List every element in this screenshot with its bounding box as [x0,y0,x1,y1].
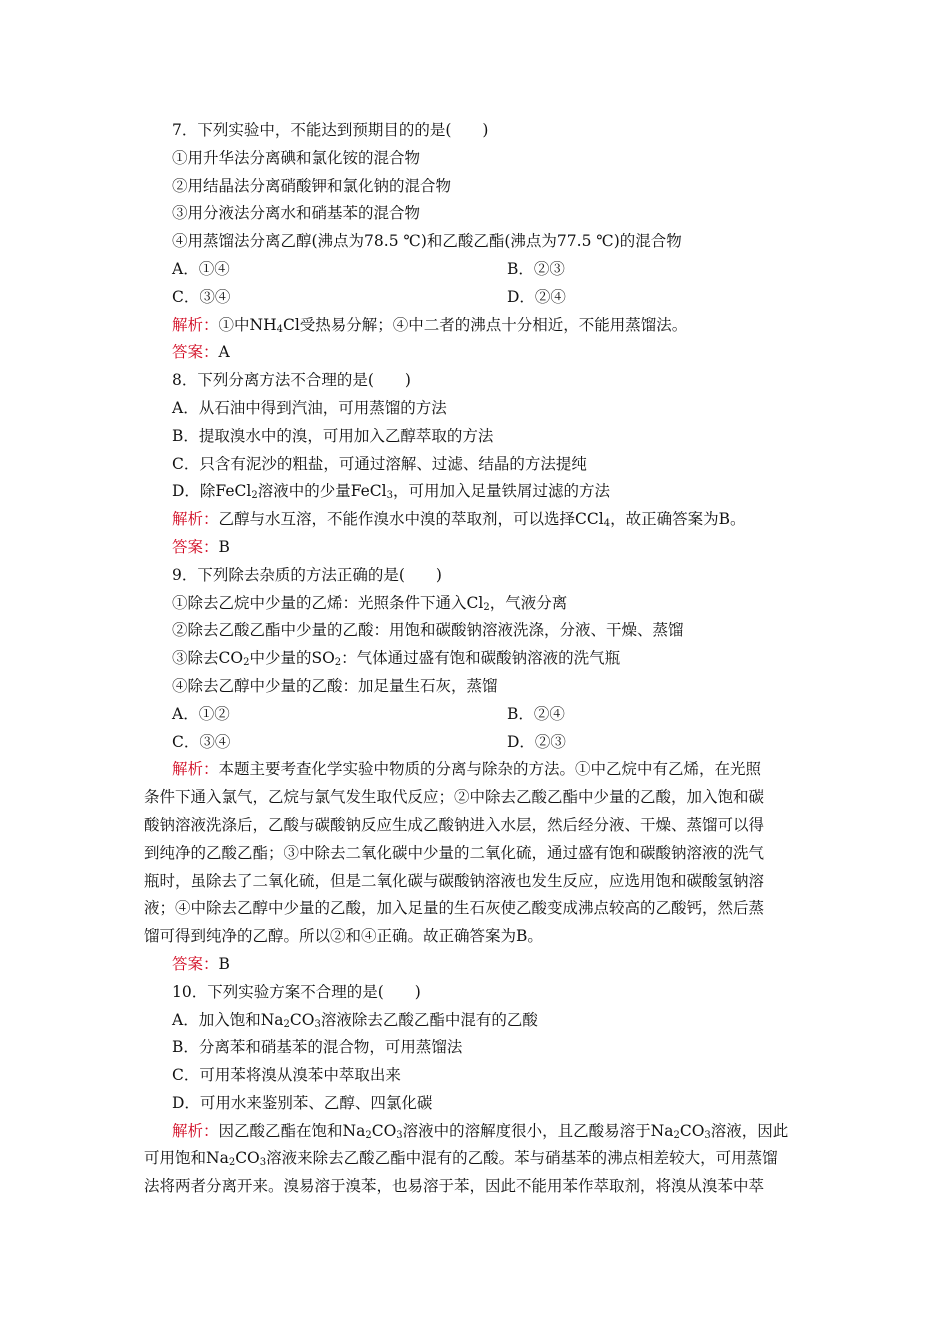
q9-analysis-line-4: 到纯净的乙酸乙酯；③中除去二氧化碳中少量的二氧化硫，通过盛有饱和碳酸钠溶液的洗气 [144,843,765,862]
q7-stem: 7．下列实验中，不能达到预期目的的是( ) [172,121,489,139]
q9-analysis-line-7: 馏可得到纯净的乙醇。所以②和④正确。故正确答案为B。 [144,927,543,946]
q7-answer-label: 答案： [172,343,219,362]
q8-item-b: B．提取溴水中的溴，可用加入乙醇萃取的方法 [172,426,494,445]
q9-analysis-label: 解析： [172,760,219,779]
q7-answer-value: A [218,343,230,362]
q7-option-d: D．②④ [507,287,566,306]
q7-item-4: ④用蒸馏法分离乙醇(沸点为78.5 ℃)和乙酸乙酯(沸点为77.5 ℃)的混合物 [172,232,682,251]
q8-answer [172,534,822,562]
q7-analysis [172,312,822,340]
q8-answer-value: B [218,537,230,556]
q10-item-c: C．可用苯将溴从溴苯中萃取出来 [172,1066,401,1085]
q9-item-3-text-1: ③除去CO [172,649,244,668]
q7-item-2: ②用结晶法分离硝酸钾和氯化钠的混合物 [172,176,452,195]
q10-item-a-text-2: CO [289,1010,315,1029]
q10-item-a [172,1007,822,1035]
q9-analysis-line-3: 酸钠溶液洗涤后，乙酸与碳酸钠反应生成乙酸钠进入水层，然后经分液、干燥、蒸馏可以得 [144,815,765,834]
q10-analysis-l1-e: 溶液，因此 [710,1121,789,1140]
q10-analysis-label: 解析： [172,1121,219,1140]
document-body [144,117,822,1201]
q7-options-row-1 [172,256,822,284]
q9-analysis-line-2: 条件下通入氯气，乙烷与氯气发生取代反应；②中除去乙酸乙酯中少量的乙酸，加入饱和碳 [144,788,765,807]
q8-item-a: A．从石油中得到汽油，可用蒸馏的方法 [172,398,447,417]
q9-item-1 [172,590,822,618]
q10-analysis-l2-b: CO [235,1149,260,1168]
q8-stem: 8．下列分离方法不合理的是( ) [172,371,411,390]
q7-option-c: C．③④ [172,287,231,306]
q8-analysis [172,506,822,534]
q10-item-a-text-3: 溶液除去乙酸乙酯中混有的乙酸 [320,1010,538,1029]
q7-analysis-text-1: ①中NH [218,315,277,334]
q9-item-3-text-2: 中少量的SO [249,649,335,668]
q8-analysis-sub: 4 [603,518,611,530]
q10-analysis [144,1118,822,1201]
q9-item-3-text-3: ：气体通过盛有饱和碳酸钠溶液的洗气瓶 [341,649,621,668]
q8-analysis-label: 解析： [172,510,219,529]
q9-option-b: B．②④ [507,704,565,723]
q9-option-d: D．②③ [507,732,566,751]
q8-item-d-text-1: D．除FeCl [172,482,252,501]
q9-option-a: A．①② [172,704,230,723]
q9-analysis-text-1: 本题主要考查化学实验中物质的分离与除杂的方法。①中乙烷中有乙烯，在光照 [218,760,762,779]
q10-analysis-line-1 [144,1118,822,1146]
q10-analysis-l1-c: 溶液中的溶解度很小，且乙酸易溶于Na [402,1121,674,1140]
q10-item-a-sub-2: 3 [314,1018,321,1030]
q8-answer-label: 答案： [172,537,219,556]
q10-analysis-l2-c: 溶液来除去乙酸乙酯中混有的乙酸。苯与硝基苯的沸点相差较大，可用蒸馏 [266,1149,778,1168]
q9-analysis-line-6: 液；④中除去乙醇中少量的乙酸，加入足量的生石灰使乙酸变成沸点较高的乙酸钙，然后蒸 [144,899,765,918]
q7-options-row-2 [172,284,822,312]
q7-option-b: B．②③ [507,259,565,278]
q9-option-c: C．③④ [172,732,231,751]
q9-answer [172,951,822,979]
q10-analysis-l1-a: 因乙酸乙酯在饱和Na [218,1121,366,1140]
q8-item-d-text-2: 溶液中的少量FeCl [257,482,387,501]
q9-answer-value: B [218,954,230,973]
q8-item-d-sub-1: 2 [251,490,258,502]
q10-analysis-l1-sub-4: 3 [704,1129,711,1141]
q10-item-a-sub-1: 2 [283,1018,290,1030]
q9-item-3 [172,645,822,673]
q10-analysis-l1-b: CO [371,1121,397,1140]
q9-options-row-1 [172,701,822,729]
q8-item-c: C．只含有泥沙的粗盐，可通过溶解、过滤、结晶的方法提纯 [172,454,587,473]
q9-item-2: ②除去乙酸乙酯中少量的乙酸：用饱和碳酸钠溶液洗涤，分液、干燥、蒸馏 [172,621,684,640]
q7-answer [172,339,822,367]
q8-item-d-text-3: ，可用加入足量铁屑过滤的方法 [392,482,610,501]
q7-item-3: ③用分液法分离水和硝基苯的混合物 [172,204,421,223]
q10-analysis-l1-d: CO [679,1121,705,1140]
q9-analysis [144,756,822,951]
q9-item-3-sub-2: 2 [334,657,342,669]
q10-analysis-l1-sub-1: 2 [365,1129,372,1141]
q9-stem: 9．下列除去杂质的方法正确的是( ) [172,565,442,584]
q9-analysis-line-1 [144,756,822,784]
q10-analysis-l1-sub-3: 2 [673,1129,680,1141]
q8-item-d-sub-2: 3 [386,490,393,502]
q7-item-1: ①用升华法分离碘和氯化铵的混合物 [172,148,421,167]
q9-item-1-text-2: ，气液分离 [489,593,568,612]
q8-item-d [172,478,822,506]
q9-options-row-2 [172,729,822,757]
q10-item-a-text-1: A．加入饱和Na [172,1010,284,1029]
q7-analysis-sub: 4 [276,323,283,335]
q10-stem: 10．下列实验方案不合理的是( ) [172,982,421,1001]
q8-analysis-text-2: ，故正确答案为B。 [610,510,746,529]
q10-analysis-l2-a: 可用饱和Na [144,1149,229,1168]
q9-item-1-sub: 2 [483,601,490,613]
q7-analysis-text-2: Cl受热易分解；④中二者的沸点十分相近，不能用蒸馏法。 [282,315,688,334]
q9-answer-label: 答案： [172,954,219,973]
q10-analysis-l1-sub-2: 3 [396,1129,403,1141]
q10-item-d: D．可用水来鉴别苯、乙醇、四氯化碳 [172,1093,433,1112]
q9-item-3-sub-1: 2 [243,657,250,669]
q10-item-b: B．分离苯和硝基苯的混合物，可用蒸馏法 [172,1038,463,1057]
q10-analysis-line-2 [144,1145,822,1173]
q10-analysis-line-3: 法将两者分离开来。溴易溶于溴苯，也易溶于苯，因此不能用苯作萃取剂，将溴从溴苯中萃 [144,1177,765,1196]
q7-analysis-label: 解析： [172,315,219,334]
q9-item-4: ④除去乙醇中少量的乙酸：加足量生石灰，蒸馏 [172,676,498,695]
q7-option-a: A．①④ [172,259,230,278]
q10-analysis-l2-sub-2: 3 [259,1157,267,1169]
q9-analysis-line-5: 瓶时，虽除去了二氧化硫，但是二氧化碳与碳酸钠溶液也发生反应，应选用饱和碳酸氢钠溶 [144,871,765,890]
q10-analysis-l2-sub-1: 2 [228,1157,236,1169]
q9-item-1-text-1: ①除去乙烷中少量的乙烯：光照条件下通入Cl [172,593,484,612]
q8-analysis-text-1: 乙醇与水互溶，不能作溴水中溴的萃取剂，可以选择CCl [218,510,604,529]
